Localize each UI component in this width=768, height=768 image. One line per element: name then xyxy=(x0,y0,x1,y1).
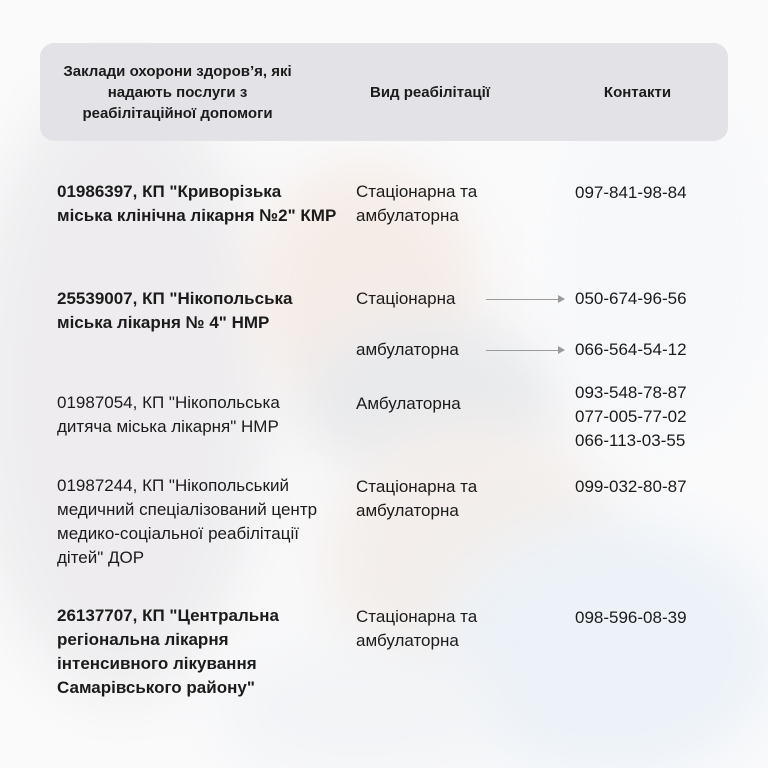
arrow-icon xyxy=(486,350,564,351)
row2-contact-1: 050-674-96-56 xyxy=(575,289,687,308)
row2-rehab-type-2: амбулаторна xyxy=(356,340,459,359)
row4-facility: 01987244, КП "Нікопольський медичний спеціалізований центр медико-соціальної реабілітації дітей" ДОР xyxy=(57,476,318,567)
row3-facility: 01987054, КП "Нікопольська дитяча міська лікарня" НМР xyxy=(57,393,280,436)
row5-rehab-type: Стаціонарна та амбулаторна xyxy=(356,607,478,650)
row3-contact-2: 077-005-77-02 xyxy=(575,407,687,426)
header-contacts: Контакти xyxy=(603,83,672,101)
row2-facility: 25539007, КП "Нікопольська міська лікарня № 4" НМР xyxy=(57,289,293,332)
row4-contact: 099-032-80-87 xyxy=(575,477,687,496)
row2-rehab-type-1: Стаціонарна xyxy=(356,289,456,308)
row2-contact-2: 066-564-54-12 xyxy=(575,340,687,359)
row1-facility: 01986397, КП "Криворізька міська клінічна лікарня №2" КМР xyxy=(57,182,337,225)
arrow-icon xyxy=(486,299,564,300)
row5-contact: 098-596-08-39 xyxy=(575,608,687,627)
row3-contact-3: 066-113-03-55 xyxy=(575,431,686,450)
row1-contact: 097-841-98-84 xyxy=(575,183,687,202)
row4-rehab-type: Стаціонарна та амбулаторна xyxy=(356,477,478,520)
row3-contact-1: 093-548-78-87 xyxy=(575,383,687,402)
row1-rehab-type: Стаціонарна та амбулаторна xyxy=(356,182,478,225)
row5-facility: 26137707, КП "Центральна регіональна лікарня інтенсивного лікування Самарівського району" xyxy=(57,606,279,697)
header-facilities: Заклади охорони здоров’я, які надають послуги з реабілітаційної допомоги xyxy=(63,62,292,122)
table-header xyxy=(40,43,728,141)
header-rehab-type: Вид реабілітації xyxy=(369,83,490,101)
row3-rehab-type: Амбулаторна xyxy=(356,394,461,413)
